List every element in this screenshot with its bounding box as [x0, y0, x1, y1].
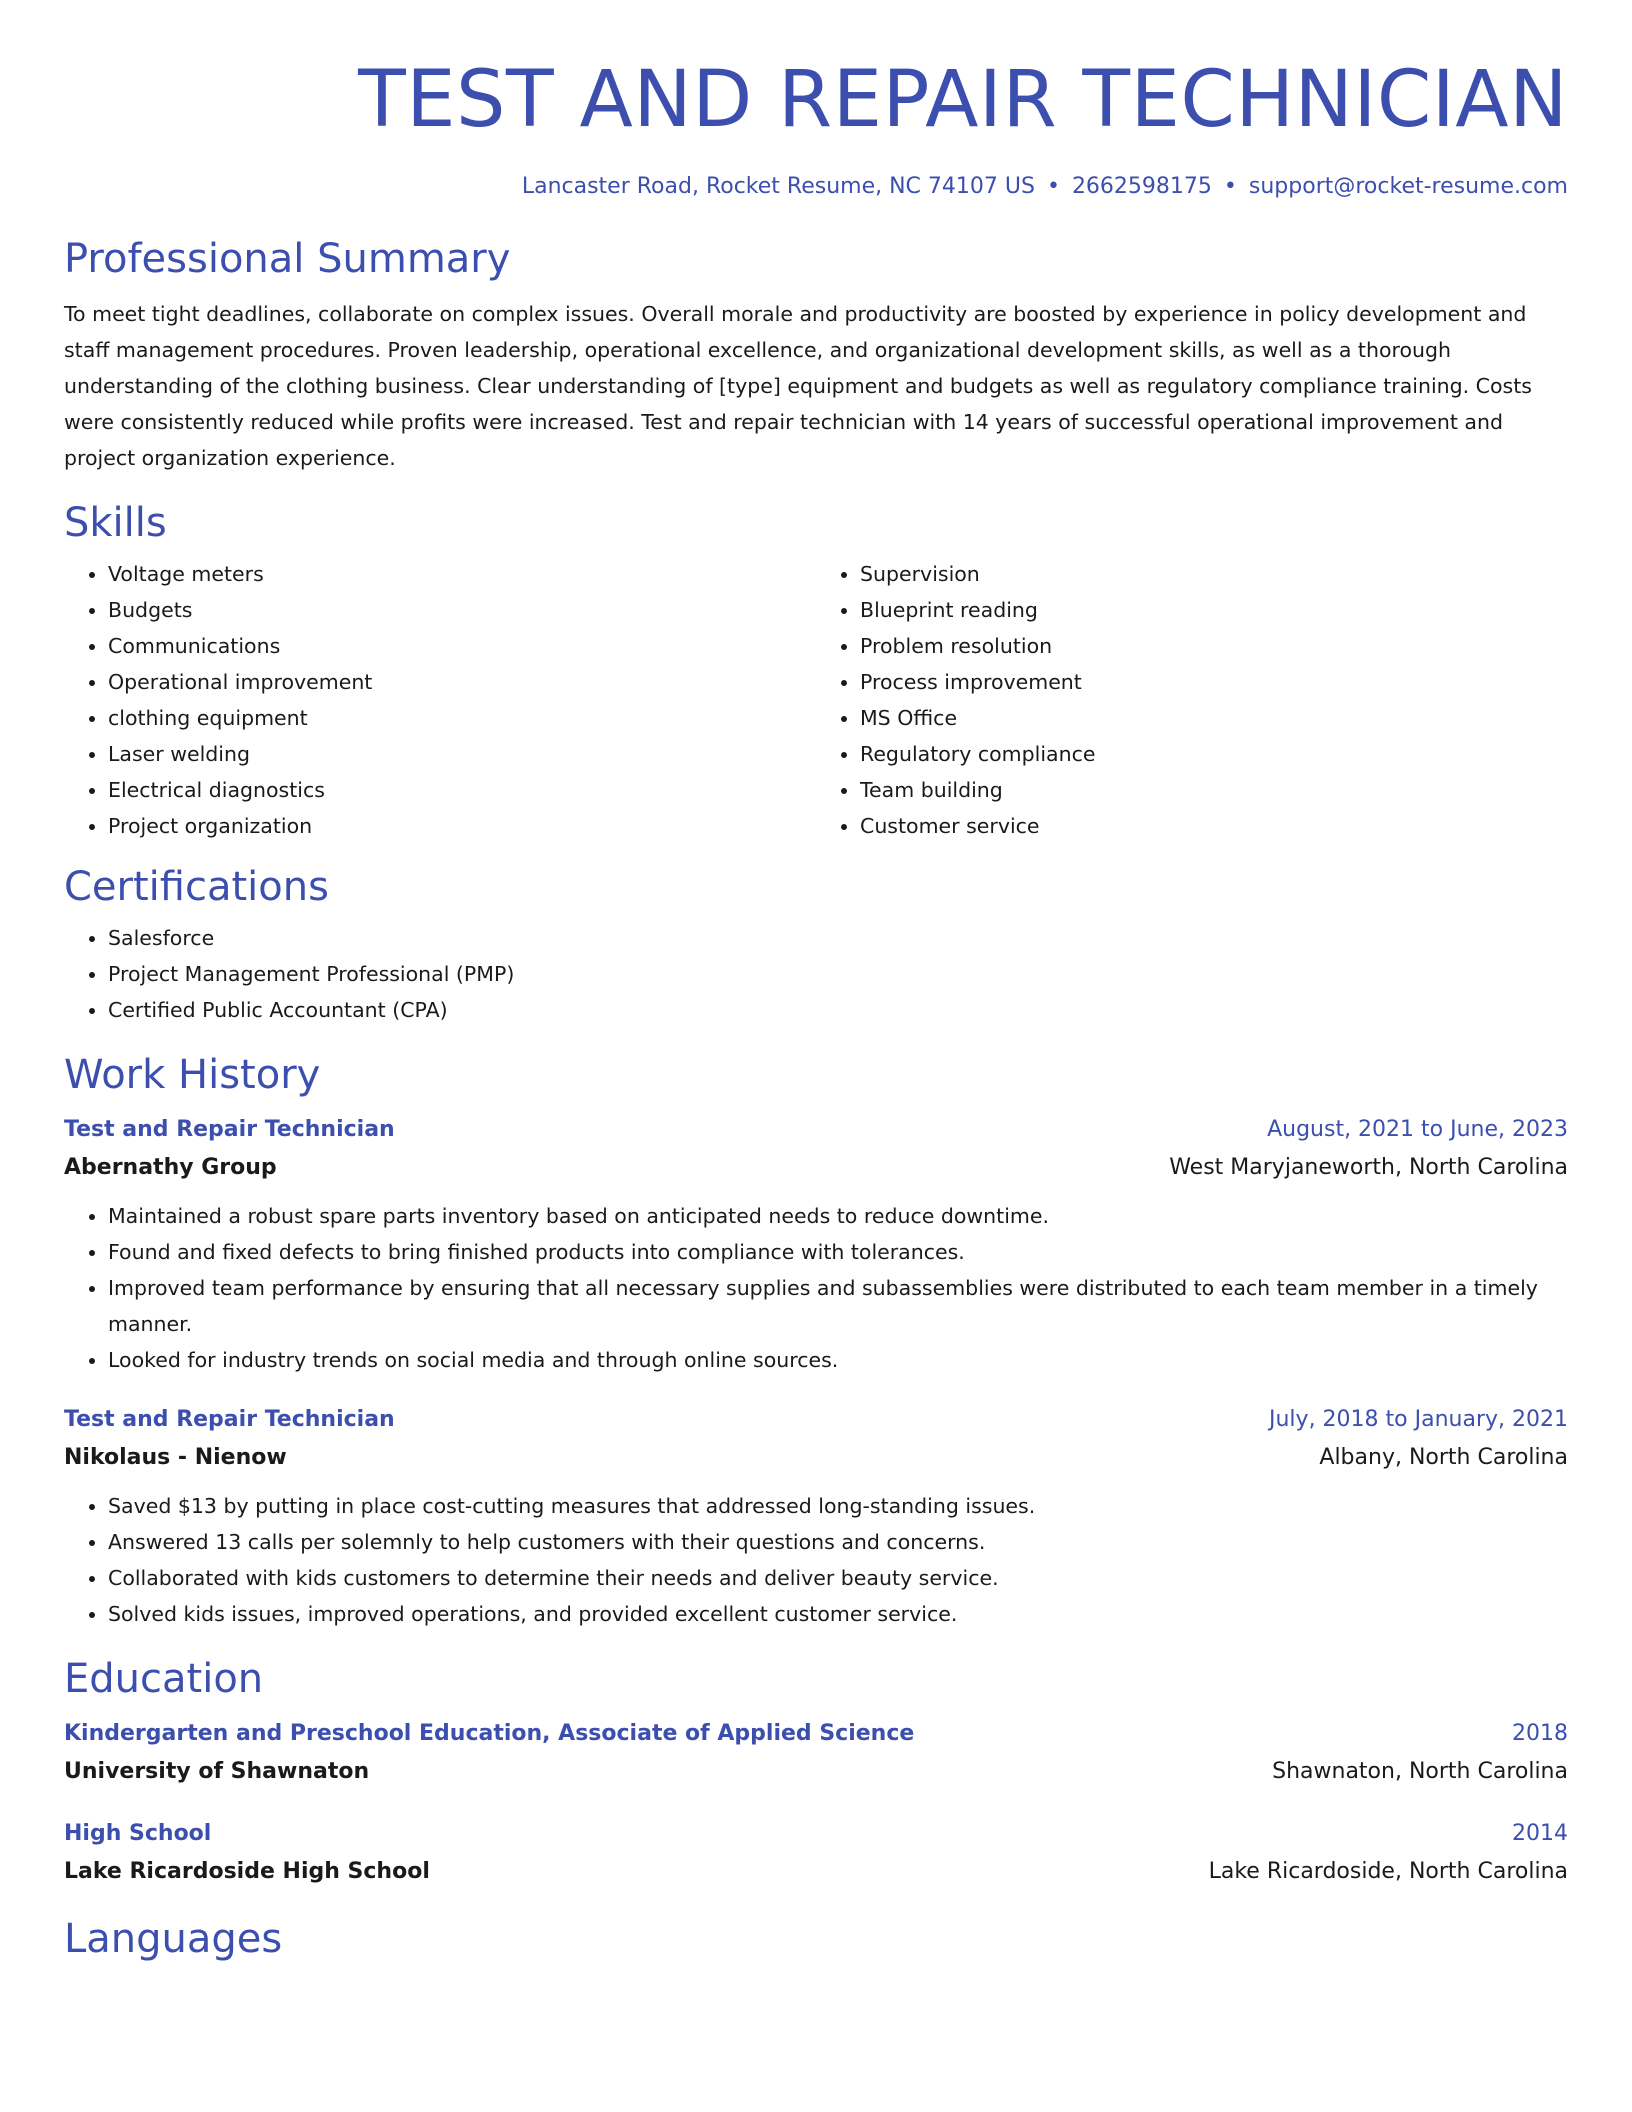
skill-item: • clothing equipment: [108, 700, 816, 736]
skill-item: • Voltage meters: [108, 556, 816, 592]
education-header-row: [64, 1816, 1568, 1852]
skills-grid: [64, 548, 1568, 844]
education-header-row: [64, 1716, 1568, 1752]
job-bullet: • Improved team performance by ensuring that all necessary supplies and subassemblies were distributed to each team member in a timely manner.: [108, 1270, 1568, 1342]
job-title: Test and Repair Technician: [64, 1117, 395, 1142]
certification-item: • Project Management Professional (PMP): [108, 956, 1568, 992]
job-bullets: [64, 1488, 1568, 1632]
skill-item: • Customer service: [860, 808, 1568, 844]
skill-item: • Project organization: [108, 808, 816, 844]
work-history-section: [64, 1050, 1568, 1632]
job-entry: [64, 1402, 1568, 1632]
work-history-heading: Work History: [64, 1052, 321, 1098]
job-bullet: • Answered 13 calls per solemnly to help customers with their questions and concerns.: [108, 1524, 1568, 1560]
school-location: Shawnaton, North Carolina: [1272, 1759, 1568, 1784]
certification-item: • Salesforce: [108, 920, 1568, 956]
job-company: Abernathy Group: [64, 1155, 277, 1180]
education-entry: [64, 1816, 1568, 1892]
languages-section: [64, 1914, 1568, 1964]
education-heading: Education: [64, 1656, 264, 1702]
job-bullet: • Found and fixed defects to bring finished products into compliance with tolerances.: [108, 1234, 1568, 1270]
certifications-heading: Certifications: [64, 864, 329, 910]
school-name: Lake Ricardoside High School: [64, 1859, 430, 1884]
resume-name: TEST AND REPAIR TECHNICIAN: [358, 55, 1568, 145]
school-location: Lake Ricardoside, North Carolina: [1208, 1859, 1568, 1884]
job-header-row: [64, 1112, 1568, 1148]
resume-page: [64, 0, 1568, 1964]
certifications-list: [64, 920, 1568, 1028]
education-entry: [64, 1716, 1568, 1792]
skills-section: [64, 498, 1568, 844]
skill-item: • Operational improvement: [108, 664, 816, 700]
contact-email[interactable]: support@rocket-resume.com: [1248, 174, 1568, 199]
education-year: 2018: [1512, 1721, 1568, 1746]
degree-title: High School: [64, 1821, 212, 1846]
job-header-row: [64, 1402, 1568, 1438]
summary-heading: Professional Summary: [64, 236, 511, 282]
skill-item: • Supervision: [860, 556, 1568, 592]
languages-heading: Languages: [64, 1916, 283, 1962]
education-org-row: [64, 1852, 1568, 1892]
job-bullet: • Maintained a robust spare parts inventory based on anticipated needs to reduce downtime.: [108, 1198, 1568, 1234]
summary-text: To meet tight deadlines, collaborate on complex issues. Overall morale and productivity are boosted by experience in policy development and staff management procedures. Proven leadership, operational excellence, and organizational development skills, as well as a thorough understanding of the clothing business. Clear understanding of [type] equipment and budgets as well as regulatory compliance training. Costs were consistently reduced while profits were increased. Test and repair technician with 14 years of successful operational improvement and project organization experience.: [64, 302, 1532, 470]
contact-separator: •: [1223, 174, 1237, 199]
skill-item: • Process improvement: [860, 664, 1568, 700]
skill-item: • Electrical diagnostics: [108, 772, 816, 808]
job-entry: [64, 1112, 1568, 1378]
contact-phone: 2662598175: [1071, 174, 1212, 199]
job-org-row: [64, 1438, 1568, 1478]
skill-item: • Laser welding: [108, 736, 816, 772]
job-dates: July, 2018 to January, 2021: [1269, 1407, 1568, 1432]
contact-separator: •: [1046, 174, 1060, 199]
job-dates: August, 2021 to June, 2023: [1267, 1117, 1568, 1142]
skill-item: • MS Office: [860, 700, 1568, 736]
job-title: Test and Repair Technician: [64, 1407, 395, 1432]
job-company: Nikolaus - Nienow: [64, 1445, 287, 1470]
skills-list-right: [816, 556, 1568, 844]
certification-item: • Certified Public Accountant (CPA): [108, 992, 1568, 1028]
skill-item: • Team building: [860, 772, 1568, 808]
skill-item: • Problem resolution: [860, 628, 1568, 664]
education-section: [64, 1654, 1568, 1892]
education-year: 2014: [1512, 1821, 1568, 1846]
skills-heading: Skills: [64, 500, 167, 546]
skill-item: • Communications: [108, 628, 816, 664]
skill-item: • Budgets: [108, 592, 816, 628]
school-name: University of Shawnaton: [64, 1759, 370, 1784]
contact-address: Lancaster Road, Rocket Resume, NC 74107 US: [521, 174, 1035, 199]
job-location: West Maryjaneworth, North Carolina: [1169, 1155, 1568, 1180]
summary-section: [64, 234, 1568, 476]
skill-item: • Regulatory compliance: [860, 736, 1568, 772]
education-org-row: [64, 1752, 1568, 1792]
job-bullets: [64, 1198, 1568, 1378]
job-bullet: • Looked for industry trends on social media and through online sources.: [108, 1342, 1568, 1378]
skills-list-left: [64, 556, 816, 844]
job-org-row: [64, 1148, 1568, 1188]
degree-title: Kindergarten and Preschool Education, Associate of Applied Science: [64, 1721, 915, 1746]
certifications-section: [64, 862, 1568, 1028]
skill-item: • Blueprint reading: [860, 592, 1568, 628]
job-location: Albany, North Carolina: [1319, 1445, 1568, 1470]
contact-line: [64, 172, 1568, 202]
job-bullet: • Collaborated with kids customers to determine their needs and deliver beauty service.: [108, 1560, 1568, 1596]
job-bullet: • Saved $13 by putting in place cost-cutting measures that addressed long-standing issues.: [108, 1488, 1568, 1524]
job-bullet: • Solved kids issues, improved operations, and provided excellent customer service.: [108, 1596, 1568, 1632]
